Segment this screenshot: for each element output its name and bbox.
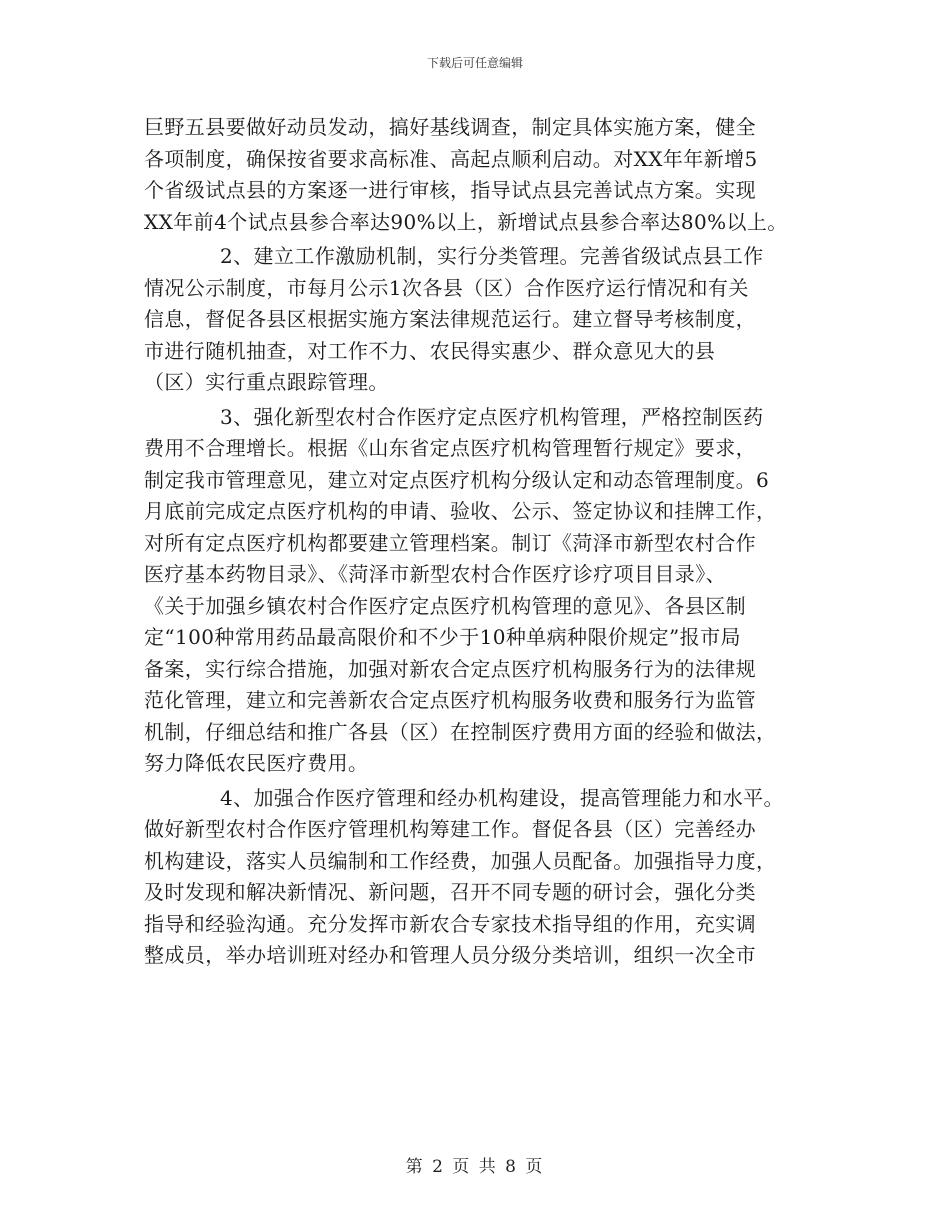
text-line: 个省级试点县的方案逐一进行审核，指导试点县完善试点方案。实现 bbox=[144, 178, 756, 202]
text-line: 指导和经验沟通。充分发挥市新农合专家技术指导组的作用，充实调 bbox=[144, 911, 756, 936]
paragraph-4 bbox=[144, 783, 816, 972]
text-line: 费用不合理增长。根据《山东省定点医疗机构管理暂行规定》要求， bbox=[144, 436, 756, 460]
text-line: 定“100种常用药品最高限价和不少于10种单病种限价规定”报市局 bbox=[144, 625, 741, 649]
text-line: 机制，仔细总结和推广各县（区）在控制医疗费用方面的经验和做法， bbox=[144, 719, 777, 744]
text-line: 各项制度，确保按省要求高标准、高起点顺利启动。对XX年年新增5 bbox=[144, 146, 758, 171]
text-line: 机构建设，落实人员编制和工作经费，加强人员配备。加强指导力度， bbox=[144, 848, 777, 873]
text-line: 《关于加强乡镇农村合作医疗定点医疗机构管理的意见》、各县区制 bbox=[144, 593, 746, 618]
text-line: 整成员，举办培训班对经办和管理人员分级分类培训，组织一次全市 bbox=[144, 943, 756, 967]
text-line: （区）实行重点跟踪管理。 bbox=[144, 370, 389, 394]
document-body bbox=[144, 112, 816, 975]
text-line: 3、强化新型农村合作医疗定点医疗机构管理，严格控制医药 bbox=[220, 404, 764, 429]
text-line: 对所有定点医疗机构都要建立管理档案。制订《菏泽市新型农村合作 bbox=[144, 530, 756, 555]
text-line: 及时发现和解决新情况、新问题，召开不同专题的研讨会，强化分类 bbox=[144, 880, 756, 904]
text-line: 备案，实行综合措施，加强对新农合定点医疗机构服务行为的法律规 bbox=[144, 656, 756, 681]
text-line: 范化管理，建立和完善新农合定点医疗机构服务收费和服务行为监管 bbox=[144, 688, 756, 712]
text-line: 医疗基本药物目录》、《菏泽市新型农村合作医疗诊疗项目目录》、 bbox=[144, 562, 726, 586]
text-line: 4、加强合作医疗管理和经办机构建设，提高管理能力和水平。 bbox=[220, 785, 784, 810]
paragraph-3 bbox=[144, 402, 816, 780]
paragraph-1 bbox=[144, 112, 816, 238]
text-line: XX年前4个试点县参合率达90%以上，新增试点县参合率达80%以上。 bbox=[144, 209, 788, 234]
paragraph-2 bbox=[144, 241, 816, 399]
text-line: 努力降低农民医疗费用。 bbox=[144, 751, 369, 775]
text-line: 月底前完成定点医疗机构的申请、验收、公示、签定协议和挂牌工作， bbox=[144, 499, 777, 523]
text-line: 2、建立工作激励机制，实行分类管理。完善省级试点县工作 bbox=[220, 244, 764, 268]
text-line: 信息，督促各县区根据实施方案法律规范运行。建立督导考核制度， bbox=[144, 307, 756, 331]
text-line: 做好新型农村合作医疗管理机构筹建工作。督促各县（区）完善经办 bbox=[144, 817, 756, 841]
page-header: 下载后可任意编辑 bbox=[426, 56, 523, 70]
text-line: 市进行随机抽查，对工作不力、农民得实惠少、群众意见大的县 bbox=[144, 338, 716, 363]
page-number-footer: 第 2 页 共 8 页 bbox=[405, 1157, 545, 1177]
text-line: 巨野五县要做好动员发动，搞好基线调查，制定具体实施方案，健全 bbox=[144, 115, 756, 139]
text-line: 情况公示制度，市每月公示1次各县（区）合作医疗运行情况和有关 bbox=[144, 275, 749, 300]
text-line: 制定我市管理意见，建立对定点医疗机构分级认定和动态管理制度。6 bbox=[144, 467, 770, 492]
